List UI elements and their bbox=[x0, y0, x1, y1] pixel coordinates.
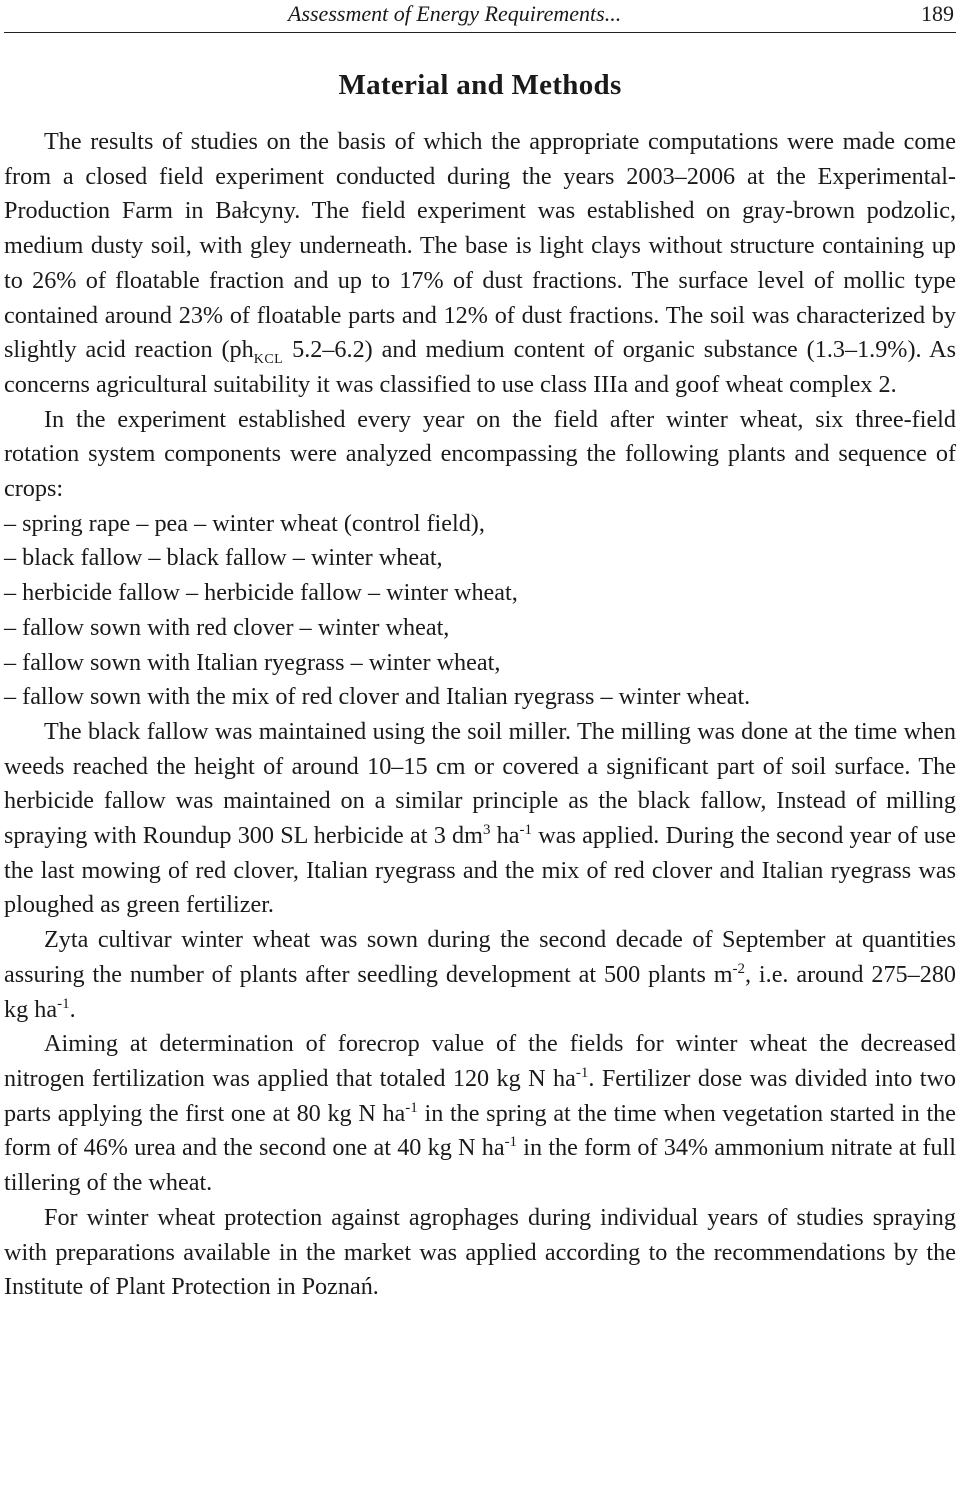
list-item: – fallow sown with the mix of red clover and Italian ryegrass – winter wheat. bbox=[4, 683, 751, 711]
text-run: . bbox=[69, 995, 76, 1023]
paragraph-fertilization bbox=[4, 1027, 956, 1201]
text-run: Aiming at determination of forecrop value of the fields for winter wheat the decreased nitrogen fertilization was applied that totaled 120 kg N ha bbox=[4, 1030, 956, 1092]
text-run: The results of studies on the basis of which the appropriate computations were made come from a closed field experiment conducted during the years 2003–2006 at the Experimental-Production Farm in Bałcyny. The field experiment was established on gray-brown podzolic, medium dusty soil, with gley underneath. The base is light clays without structure containing up to 26% of floatable fraction and up to 17% of dust fractions. The surface level of mollic type contained around 23% of floatable parts and 12% of dust fractions. The soil was characterized by slightly acid reaction (ph bbox=[4, 128, 956, 364]
text-run: was applied. During the second year of use the last mowing of red clover, Italian ryegrass and the mix of red clover and Italian ryegrass was ploughed as green fertilizer. bbox=[4, 822, 957, 919]
crop-sequence-list bbox=[4, 507, 956, 715]
paragraph-fallow bbox=[4, 715, 956, 923]
body-text bbox=[4, 125, 956, 1305]
list-item: – fallow sown with Italian ryegrass – winter wheat, bbox=[4, 648, 501, 676]
text-run: in the form of 34% ammonium nitrate at full tillering of the wheat. bbox=[4, 1134, 956, 1197]
subscript-kcl: KCL bbox=[253, 352, 284, 368]
text-run: 5.2–6.2) and medium content of organic substance (1.3–1.9%). As concerns agricultural suitability it was classified to use class IIIa and goof wheat complex 2. bbox=[4, 336, 956, 398]
paragraph-protection: For winter wheat protection against agrophages during individual years of studies spraying with preparations available in the market was applied according to the recommendations by the Institute of Plant Protection in Poznań. bbox=[4, 1203, 956, 1301]
list-item: – black fallow – black fallow – winter wheat, bbox=[4, 544, 443, 572]
text-run: , i.e. around 275–280 kg ha bbox=[4, 960, 957, 1023]
text-run: ha bbox=[490, 822, 520, 850]
page-number: 189 bbox=[921, 1, 954, 26]
list-item: – spring rape – pea – winter wheat (control field), bbox=[4, 509, 485, 537]
text-run: The black fallow was maintained using the soil miller. The milling was done at the time when weeds reached the height of around 10–15 cm or covered a significant part of soil surface. The herbicide fallow was maintained on a similar principle as the black fallow, Instead of milling spraying with Roundup 300 SL herbicide at 3 dm bbox=[4, 717, 956, 850]
text-run: Zyta cultivar winter wheat was sown during the second decade of September at quantities assuring the number of plants after seedling development at 500 plants m bbox=[4, 926, 956, 988]
text-run: . Fertilizer dose was divided into two parts applying the first one at 80 kg N ha bbox=[4, 1064, 957, 1127]
superscript: -1 bbox=[405, 1099, 418, 1116]
superscript: -1 bbox=[519, 822, 533, 838]
superscript: -1 bbox=[57, 995, 70, 1012]
paragraph-soil bbox=[4, 125, 956, 403]
superscript: -2 bbox=[732, 960, 746, 977]
superscript: -1 bbox=[575, 1064, 589, 1081]
list-item: – herbicide fallow – herbicide fallow – winter wheat, bbox=[4, 579, 518, 607]
superscript: -1 bbox=[504, 1134, 518, 1151]
section-title: Material and Methods bbox=[338, 69, 622, 101]
paragraph-sowing bbox=[4, 923, 956, 1027]
paragraph-rotation: In the experiment established every year on the field after winter wheat, six three-field rotation system components were analyzed encompassing the following plants and sequence of crops: bbox=[4, 405, 956, 503]
list-item: – fallow sown with red clover – winter wheat, bbox=[4, 613, 450, 641]
running-head bbox=[4, 0, 956, 33]
superscript: 3 bbox=[482, 822, 491, 838]
text-run: in the spring at the time when vegetation started in the form of 46% urea and the second one at 40 kg N ha bbox=[4, 1099, 956, 1162]
running-title: Assessment of Energy Requirements... bbox=[288, 1, 622, 26]
